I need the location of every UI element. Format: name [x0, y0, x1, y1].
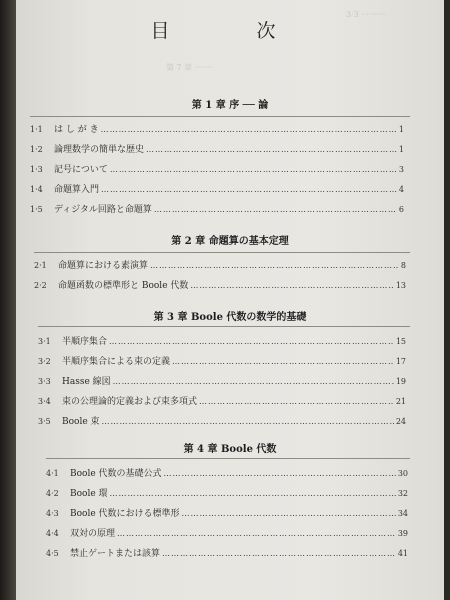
entry-number: 4·2: [46, 489, 59, 498]
leader-dots: [110, 165, 397, 174]
entry-number: 3·4: [38, 397, 51, 406]
chapter-4-rule: [46, 458, 410, 459]
leader-dots: [102, 417, 394, 426]
entry-number: 2·1: [34, 261, 47, 270]
entry-page: 34: [397, 509, 408, 518]
entry-title: Boole 環: [70, 489, 108, 499]
entry-number: 3·1: [38, 337, 51, 346]
entry-number: 1·3: [30, 165, 43, 174]
chapter-3-heading: 第 3 章 Boole 代数の数学的基礎: [153, 312, 307, 323]
book-page: [16, 0, 444, 600]
chapter-2-heading: 第 2 章 命題算の基本定理: [171, 236, 289, 247]
toc-entry[interactable]: [46, 526, 408, 539]
leader-dots: [162, 549, 396, 558]
entry-page: 3: [398, 165, 404, 174]
entry-number: 4·5: [46, 549, 59, 558]
entry-page: 15: [395, 337, 406, 346]
leader-dots: [190, 281, 393, 290]
leader-dots: [150, 261, 399, 270]
entry-title: 双対の原理: [70, 529, 116, 539]
leader-dots: [154, 205, 397, 214]
entry-number: 4·1: [46, 469, 59, 478]
toc-entry[interactable]: [30, 202, 404, 215]
entry-title: 半順序集合による束の定義: [62, 357, 171, 367]
toc-entry[interactable]: [38, 354, 406, 367]
entry-page: 24: [395, 417, 406, 426]
toc-entry[interactable]: [30, 142, 404, 155]
toc-entry[interactable]: [38, 374, 406, 387]
entry-title: 命題算入門: [54, 185, 100, 195]
toc-entry[interactable]: [30, 122, 404, 135]
entry-number: 4·4: [46, 529, 59, 538]
bleed-through-text: 3·3 ··········: [346, 10, 387, 19]
leader-dots: [101, 125, 397, 134]
toc-entry[interactable]: [30, 162, 404, 175]
entry-title: 禁止ゲートまたは該算: [70, 549, 161, 559]
book-spine-shadow: [0, 0, 16, 600]
entry-number: 3·5: [38, 417, 51, 426]
entry-page: 6: [398, 205, 404, 214]
entry-page: 30: [397, 469, 408, 478]
entry-page: 39: [397, 529, 408, 538]
entry-page: 1: [398, 125, 404, 134]
chapter-4-heading: 第 4 章 Boole 代数: [183, 444, 277, 455]
entry-title: 命題函数の標準形と Boole 代数: [58, 281, 189, 291]
leader-dots: [110, 489, 396, 498]
leader-dots: [172, 357, 394, 366]
entry-page: 1: [398, 145, 404, 154]
entry-title: 論理数学の簡単な歴史: [54, 145, 145, 155]
page-title: 目 次: [150, 20, 310, 42]
toc-entry[interactable]: [46, 486, 408, 499]
entry-page: 13: [395, 281, 406, 290]
entry-page: 17: [395, 357, 406, 366]
leader-dots: [117, 529, 396, 538]
toc-entry[interactable]: [38, 394, 406, 407]
leader-dots: [199, 397, 394, 406]
entry-number: 4·3: [46, 509, 59, 518]
entry-page: 19: [395, 377, 406, 386]
entry-page: 32: [397, 489, 408, 498]
entry-number: 3·2: [38, 357, 51, 366]
entry-title: 命題算における素演算: [58, 261, 149, 271]
leader-dots: [164, 469, 396, 478]
entry-title: は し が き: [54, 125, 99, 135]
toc-entry[interactable]: [38, 334, 406, 347]
toc-entry[interactable]: [46, 506, 408, 519]
entry-title: Boole 束: [62, 417, 100, 427]
entry-number: 3·3: [38, 377, 51, 386]
entry-page: 8: [400, 261, 406, 270]
leader-dots: [113, 377, 394, 386]
chapter-1-heading: 第 1 章 序 ── 論: [191, 100, 269, 111]
entry-title: Boole 代数における標準形: [70, 509, 180, 519]
toc-entry[interactable]: [38, 414, 406, 427]
entry-number: 2·2: [34, 281, 47, 290]
entry-number: 1·2: [30, 145, 43, 154]
leader-dots: [109, 337, 394, 346]
toc-entry[interactable]: [30, 182, 404, 195]
toc-entry[interactable]: [46, 546, 408, 559]
leader-dots: [182, 509, 396, 518]
entry-number: 1·1: [30, 125, 43, 134]
entry-title: Hasse 線図: [62, 377, 111, 387]
entry-page: 21: [395, 397, 406, 406]
entry-page: 41: [397, 549, 408, 558]
toc-entry[interactable]: [34, 278, 406, 291]
entry-page: 4: [398, 185, 404, 194]
chapter-1-rule: [30, 116, 410, 117]
bleed-through-text: 第 7 章 ·······: [166, 63, 213, 72]
entry-title: 半順序集合: [62, 337, 108, 347]
entry-title: 束の公理論的定義および束多項式: [62, 397, 198, 407]
toc-entry[interactable]: [34, 258, 406, 271]
entry-title: 記号について: [54, 165, 108, 175]
entry-number: 1·5: [30, 205, 43, 214]
leader-dots: [101, 185, 397, 194]
leader-dots: [146, 145, 397, 154]
entry-title: ディジタル回路と命題算: [54, 205, 152, 215]
chapter-2-rule: [34, 252, 410, 253]
toc-entry[interactable]: [46, 466, 408, 479]
entry-number: 1·4: [30, 185, 43, 194]
entry-title: Boole 代数の基礎公式: [70, 469, 162, 479]
chapter-3-rule: [38, 326, 410, 327]
